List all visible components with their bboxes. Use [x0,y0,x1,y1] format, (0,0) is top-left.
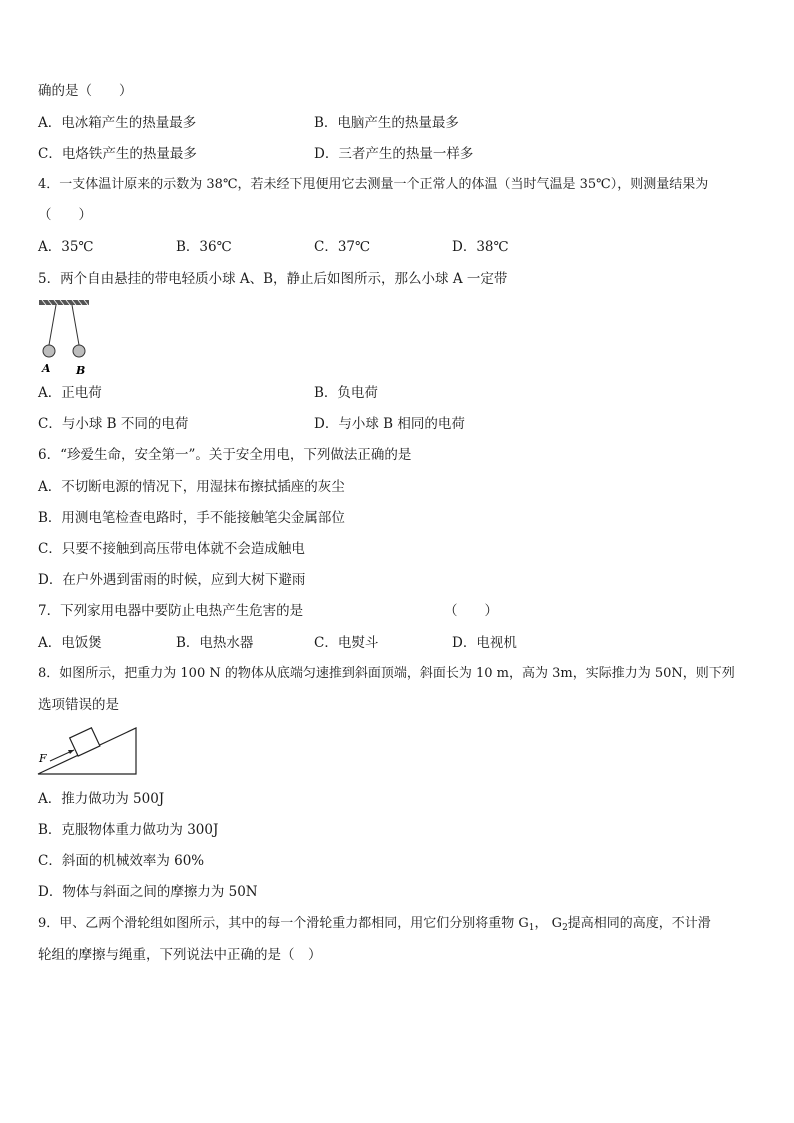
q3-stem-tail: 确的是（ ） [38,83,133,99]
q3-option-c: C．电烙铁产生的热量最多 [38,146,197,162]
q7-option-a: A．电饭煲 [38,635,102,651]
q6-option-c: C．只要不接触到高压带电体就不会造成触电 [38,541,305,557]
q4-stem-line1: 4．一支体温计原来的示数为 38℃，若未经下甩便用它去测量一个正常人的体温（当时气温是 35℃），则测量结果为 [38,177,709,192]
q7-option-c: C．电熨斗 [314,635,379,651]
q4-option-c: C．37℃ [314,239,371,255]
q7-answer-blank: （ ） [444,603,498,619]
q4-option-d: D．38℃ [452,239,509,255]
force-label: F [39,752,47,765]
q8-stem-line1: 8．如图所示，把重力为 100 N 的物体从底端匀速推到斜面顶端，斜面长为 10 m，高为 3m，实际推力为 50N，则下列 [38,666,735,681]
thread-a [49,305,56,345]
q9-stem-line2: 轮组的摩擦与绳重，下列说法中正确的是（ ） [38,947,322,963]
ball-a-label: A [42,362,51,375]
q5-stem: 5．两个自由悬挂的带电轻质小球 A、B，静止后如图所示，那么小球 A 一定带 [38,271,508,287]
q6-stem: 6．“珍爱生命，安全第一”。关于安全用电，下列做法正确的是 [38,447,412,463]
q9-stem-line1 [38,915,711,937]
q6-option-a: A．不切断电源的情况下，用湿抹布擦拭插座的灰尘 [38,479,345,495]
q5-option-c: C．与小球 B 不同的电荷 [38,416,189,432]
q3-option-a: A．电冰箱产生的热量最多 [38,115,197,131]
q5-option-d: D．与小球 B 相同的电荷 [314,416,465,432]
ball-b-label: B [76,364,86,376]
q8-option-b: B．克服物体重力做功为 300J [38,822,219,838]
q8-option-c: C．斜面的机械效率为 60% [38,853,205,869]
g1-subscript: 1 [528,923,535,933]
block [70,728,100,756]
q3-option-b: B．电脑产生的热量最多 [314,115,459,131]
q7-option-d: D．电视机 [452,635,517,651]
q4-option-b: B．36℃ [176,239,232,255]
thread-b [72,305,79,345]
q8-incline-figure [36,724,142,780]
q7-option-b: B．电热水器 [176,635,254,651]
q9-stem-text-b: 提高相同的高度，不计滑 [567,916,711,931]
q7-stem: 7．下列家用电器中要防止电热产生危害的是 [38,603,304,619]
ball-b [73,345,85,357]
ball-a [43,345,55,357]
q8-option-d: D．物体与斜面之间的摩擦力为 50N [38,884,258,900]
q4-option-a: A．35℃ [38,239,94,255]
q5-option-b: B．负电荷 [314,385,378,401]
q6-option-b: B．用测电笔检查电路时，手不能接触笔尖金属部位 [38,510,345,526]
q8-stem-line2: 选项错误的是 [38,697,119,713]
q9-separator: ， G [534,916,563,931]
g2-subscript: 2 [562,923,568,933]
q9-stem-text-a: 9．甲、乙两个滑轮组如图所示，其中的每一个滑轮重力都相同，用它们分别将重物 G [38,916,529,931]
q4-stem-line2: （ ） [38,207,92,223]
q6-option-d: D．在户外遇到雷雨的时候，应到大树下避雨 [38,572,306,588]
q8-option-a: A．推力做功为 500J [38,791,165,807]
q5-option-a: A．正电荷 [38,385,102,401]
q5-hanging-balls-figure [36,298,92,376]
q3-option-d: D．三者产生的热量一样多 [314,146,474,162]
